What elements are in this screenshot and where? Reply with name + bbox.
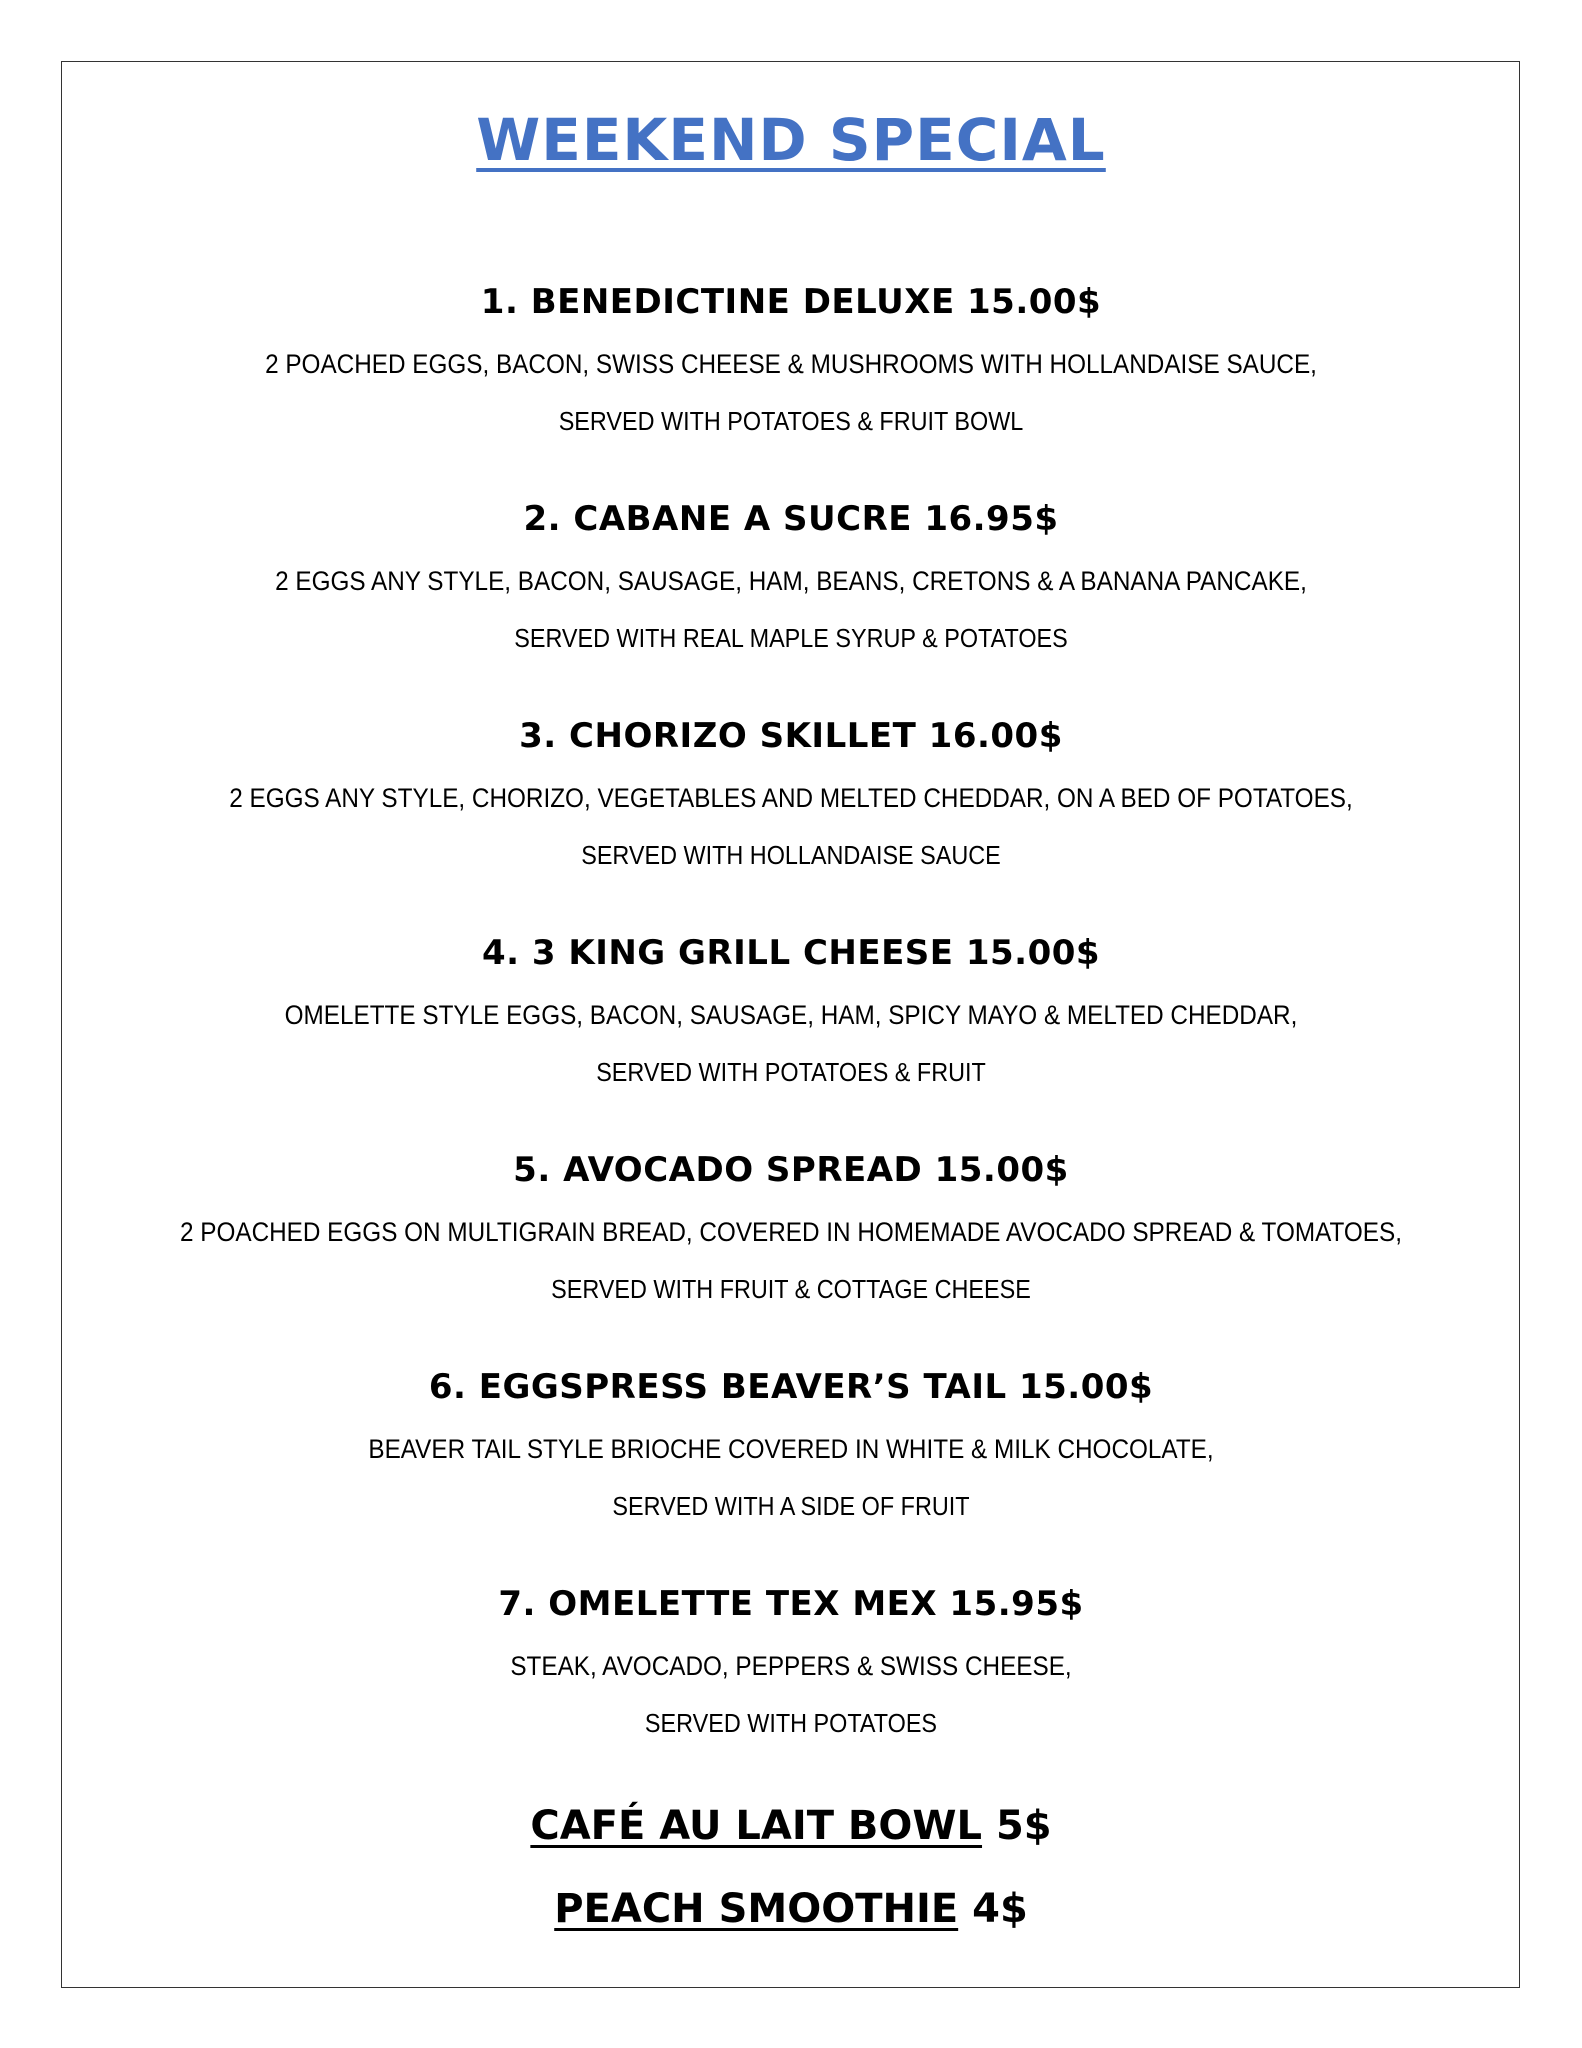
menu-item-served-with: SERVED WITH A SIDE OF FRUIT xyxy=(612,1491,970,1521)
menu-item-description: 2 EGGS ANY STYLE, BACON, SAUSAGE, HAM, BEANS, CRETONS & A BANANA PANCAKE, xyxy=(275,566,1307,596)
menu-item-6 xyxy=(0,1362,1582,1526)
extra-item-peach-smoothie xyxy=(0,1881,1582,1937)
menu-title-text: WEEKEND SPECIAL xyxy=(476,106,1106,174)
menu-item-description: 2 POACHED EGGS, BACON, SWISS CHEESE & MUSHROOMS WITH HOLLANDAISE SAUCE, xyxy=(265,349,1317,379)
menu-item-description: 2 POACHED EGGS ON MULTIGRAIN BREAD, COVERED IN HOMEMADE AVOCADO SPREAD & TOMATOES, xyxy=(179,1217,1402,1247)
menu-item-name: 3. CHORIZO SKILLET 16.00$ xyxy=(519,716,1063,756)
menu-item-description: OMELETTE STYLE EGGS, BACON, SAUSAGE, HAM, SPICY MAYO & MELTED CHEDDAR, xyxy=(284,1000,1298,1030)
menu-item-served-with: SERVED WITH POTATOES & FRUIT BOWL xyxy=(558,406,1024,436)
menu-item-5 xyxy=(0,1145,1582,1309)
extra-item-name: CAFÉ AU LAIT BOWL xyxy=(530,1803,983,1849)
menu-item-served-with: SERVED WITH POTATOES & FRUIT xyxy=(596,1057,986,1087)
menu-item-name: 1. BENEDICTINE DELUXE 15.00$ xyxy=(480,282,1102,322)
menu-item-name: 6. EGGSPRESS BEAVER’S TAIL 15.00$ xyxy=(428,1367,1154,1407)
extra-item-cafe-au-lait xyxy=(0,1798,1582,1854)
menu-item-name: 5. AVOCADO SPREAD 15.00$ xyxy=(513,1150,1069,1190)
extra-item-price: 4$ xyxy=(972,1886,1028,1932)
menu-item-7 xyxy=(0,1579,1582,1743)
menu-item-description: BEAVER TAIL STYLE BRIOCHE COVERED IN WHITE & MILK CHOCOLATE, xyxy=(368,1434,1214,1464)
menu-item-served-with: SERVED WITH FRUIT & COTTAGE CHEESE xyxy=(551,1274,1031,1304)
menu-item-3 xyxy=(0,711,1582,875)
menu-item-served-with: SERVED WITH HOLLANDAISE SAUCE xyxy=(581,840,1001,870)
menu-item-name: 7. OMELETTE TEX MEX 15.95$ xyxy=(498,1584,1084,1624)
menu-item-2 xyxy=(0,494,1582,658)
menu-item-served-with: SERVED WITH POTATOES xyxy=(644,1708,938,1738)
menu-item-4 xyxy=(0,928,1582,1092)
extra-item-name: PEACH SMOOTHIE xyxy=(554,1886,959,1932)
menu-item-served-with: SERVED WITH REAL MAPLE SYRUP & POTATOES xyxy=(514,623,1068,653)
menu-item-description: STEAK, AVOCADO, PEPPERS & SWISS CHEESE, xyxy=(510,1651,1072,1681)
menu-item-name: 4. 3 KING GRILL CHEESE 15.00$ xyxy=(481,933,1101,973)
menu-item-description: 2 EGGS ANY STYLE, CHORIZO, VEGETABLES AND MELTED CHEDDAR, ON A BED OF POTATOES, xyxy=(229,783,1353,813)
menu-item-name: 2. CABANE A SUCRE 16.95$ xyxy=(523,499,1059,539)
menu-title xyxy=(0,100,1582,180)
extra-item-price: 5$ xyxy=(995,1803,1052,1849)
menu-item-1 xyxy=(0,277,1582,441)
